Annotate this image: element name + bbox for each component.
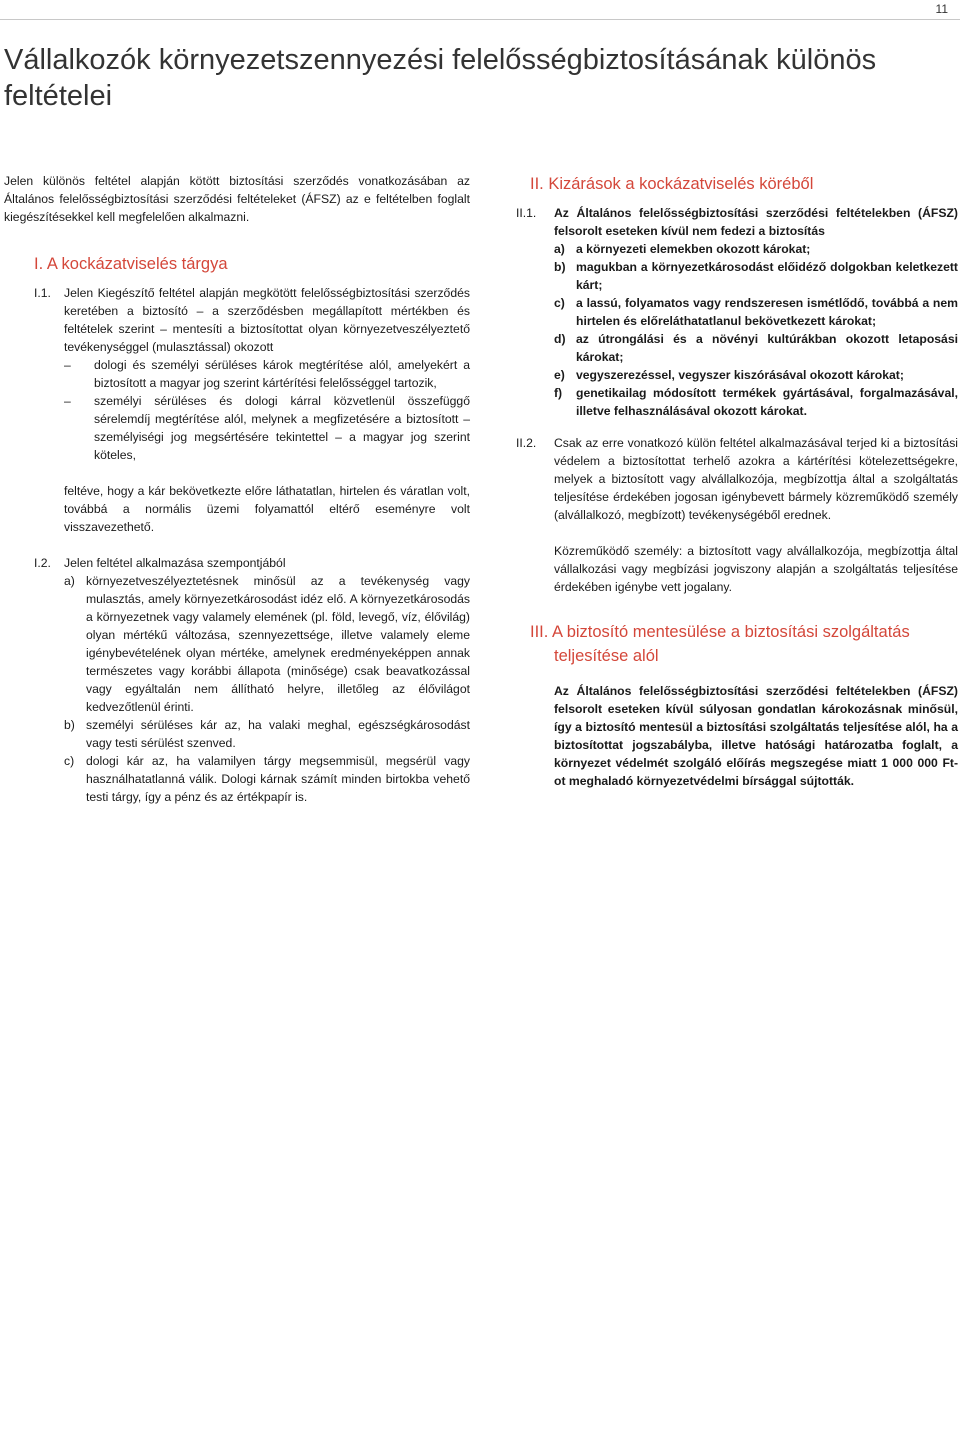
list-item: [64, 356, 470, 392]
clause-i2: [4, 554, 470, 806]
list-item: [554, 330, 958, 366]
clause-text: Csak az erre vonatkozó külön feltétel alkalmazásával terjed ki a biztosítási védelem a biztosítottat terhelő azokra a kártérítési kötelezettségekre, melyek a biztosított vagy alvállalkozója, megbízottja által a szolgáltatás teljesítése érdekében jogosan igénybevett bármely közreműködő személy (alvállalkozó, megbízott) tevékenységéből erednek.: [554, 436, 958, 522]
list-letter: a): [64, 574, 75, 588]
list-item-text: az útrongálási és a növényi kultúrákban okozott letaposási károkat;: [576, 332, 958, 364]
list-item-text: genetikailag módosított termékek gyártásával, forgalmazásával, illetve felhasználásával okozott károkat.: [576, 386, 958, 418]
clause-number: I.1.: [34, 286, 51, 300]
list-item-text: a lassú, folyamatos vagy rendszeresen ismétlődő, továbbá a nem hirtelen és előreláthatatlanul bekövetkezett károkat;: [576, 296, 958, 328]
list-letter: c): [554, 296, 565, 310]
clause-text: Az Általános felelősségbiztosítási szerződési feltételekben (ÁFSZ) felsorolt eseteken kívül súlyosan gondatlan károkozásnak minősül, így a biztosító mentesül a biztosítási szolgáltatás teljesítése alól, ha a biztosítottat jogszabályba, illetve hatósági határozatba foglalt, a környezet védelmét szolgáló előírás megszegése miatt 1 000 000 Ft-ot meghaladó környezetvédelmi bírsággal sújtották.: [554, 684, 958, 788]
clause-number: I.2.: [34, 556, 51, 570]
list-item-text: környezetveszélyeztetésnek minősül az a tevékenység vagy mulasztás, amely környezetkárosodást idéz elő. A környezetkárosodás a környezetnek vagy valamely elemének (pl. föld, levegő, víz, élővilág) olyan mértékű változása, szennyezettsége, illetve valamely eleme igénybevételének olyan mértéke, amelynek eredményeképpen annak természetes vagy korábbi állapota (minősége) csak beavatkozással vagy egyáltalán nem állítható helyre, illetőleg az élővilágot kedvezőtlenül érinti.: [86, 574, 470, 714]
list-item-text: vegyszerezéssel, vegyszer kiszórásával okozott károkat;: [576, 368, 904, 382]
list-letter: f): [554, 386, 563, 400]
section-3-heading-line1: III. A biztosító mentesülése a biztosítási szolgáltatás: [530, 623, 910, 641]
list-item-text: dologi kár az, ha valamilyen tárgy megsemmisül, megsérül vagy használhatatlanná válik. Dologi kárnak számít minden birtokba vehető testi tárgy, így a pénz és az értékpapír is.: [86, 754, 470, 804]
page-number: 11: [935, 2, 948, 16]
list-item-text: személyi sérüléses és dologi kárral közvetlenül összefüggő sérelemdíj megtérítése alól, melynek a megfizetésére a biztosított – személyiségi jog megsértésére tekintettel – a magyar jog szerint köteles,: [94, 394, 470, 462]
list-item: [64, 752, 470, 806]
list-letter: d): [554, 332, 566, 346]
left-column: [4, 172, 470, 806]
right-column: [516, 172, 958, 790]
dash-marker: –: [64, 358, 71, 372]
clause-text: Jelen Kiegészítő feltétel alapján megkötött felelősségbiztosítási szerződés keretében a biztosító – a szerződésben megállapított mértékben és feltételek szerint – mentesíti a biztosítottat olyan környezetveszélyeztető tevékenységgel (mulasztással) okozott: [64, 286, 470, 354]
clause-number: II.2.: [516, 436, 537, 450]
clause-iii: [516, 682, 958, 790]
clause-text-2: Közreműködő személy: a biztosított vagy alvállalkozója, megbízottja által vállalkozási vagy megbízási jogviszony alapján a szolgáltatás teljesítése érdekében igénybe vett jogalany.: [554, 544, 958, 594]
list-letter: c): [64, 754, 75, 768]
clause-i1: [4, 284, 470, 536]
list-letter: a): [554, 242, 565, 256]
list-item: [554, 240, 958, 258]
list-item-text: dologi és személyi sérüléses károk megtérítése alól, amelyekért a biztosított a magyar jog szerint kártérítési felelősséggel tartozik,: [94, 358, 470, 390]
clause-ii1: [516, 204, 958, 420]
clause-text: Az Általános felelősségbiztosítási szerződési feltételekben (ÁFSZ) felsorolt eseteken kívül nem fedezi a biztosítás: [554, 206, 958, 238]
clause-ii2: [516, 434, 958, 596]
list-item: [64, 716, 470, 752]
clause-closing: feltéve, hogy a kár bekövetkezte előre láthatatlan, hirtelen és váratlan volt, továbbá a normális üzemi folyamattól eltérő eseményre volt visszavezethető.: [64, 484, 470, 534]
section-1-heading: I. A kockázatviselés tárgya: [34, 255, 228, 273]
clause-number: II.1.: [516, 206, 537, 220]
clause-text: Jelen feltétel alkalmazása szempontjából: [64, 556, 286, 570]
list-letter: e): [554, 368, 565, 382]
list-item: [554, 258, 958, 294]
section-3-heading-line2: teljesítése alól: [554, 647, 659, 665]
dash-marker: –: [64, 394, 71, 408]
list-item-text: személyi sérüléses kár az, ha valaki meghal, egészségkárosodást vagy testi sérülést szenved.: [86, 718, 470, 750]
list-item: [554, 294, 958, 330]
list-letter: b): [64, 718, 75, 732]
list-item: [64, 572, 470, 716]
page-title: Vállalkozók környezetszennyezési felelősségbiztosításának különös feltételei: [4, 44, 877, 112]
section-2-heading: II. Kizárások a kockázatviselés köréből: [530, 175, 814, 193]
list-letter: b): [554, 260, 566, 274]
list-item: [554, 366, 958, 384]
list-item-text: a környezeti elemekben okozott károkat;: [576, 242, 811, 256]
list-item-text: magukban a környezetkárosodást előidéző dolgokban keletkezett kárt;: [576, 260, 958, 292]
list-item: [64, 392, 470, 464]
section-3-heading: [516, 620, 958, 668]
intro-paragraph: Jelen különös feltétel alapján kötött biztosítási szerződés vonatkozásában az Általános felelősségbiztosítási szerződési feltételeket (ÁFSZ) az e feltételben foglalt kiegészítésekkel kell megfelelően alkalmazni.: [4, 174, 470, 224]
header-rule: [0, 19, 960, 20]
list-item: [554, 384, 958, 420]
